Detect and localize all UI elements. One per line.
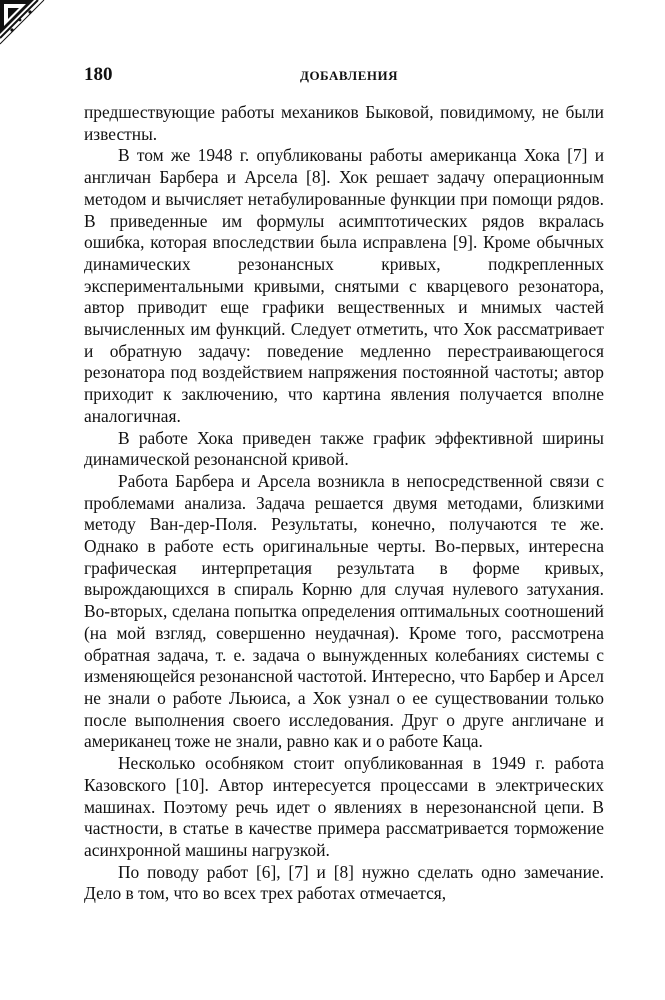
paragraph-barber-arsel: Работа Барбера и Арсела возникла в непосредственной связи с проблемами анализа. Задача решается двумя методами, близкими методу Ван-дер-Поля. Результаты, конечно, получаются те же. Однако в работе есть оригинальные черты. Во-первых, интересна графическая интерпретация результата в форме кривых, вырождающихся в спираль Корню для случая нулевого затухания. Во-вторых, сделана попытка определения оптимальных соотношений (на мой взгляд, совершенно неудачная). Кроме того, рассмотрена обратная задача, т. е. задача о вынужденных колебаниях системы с изменяющейся резонансной частотой. Интересно, что Барбер и Арсел не знали о работе Льюиса, а Хок узнал о ее существовании только после выполнения своего исследования. Друг о друге англичане и американец тоже не знали, равно как и о работе Каца. [84, 470, 604, 752]
page-number: 180 [84, 64, 113, 85]
running-title: ДОБАВЛЕНИЯ [300, 68, 399, 83]
paragraph-continuation: предшествующие работы механиков Быковой, повидимому, не были известны. [84, 102, 604, 144]
paragraph-hock-barber: В том же 1948 г. опубликованы работы американца Хока [7] и англичан Барбера и Арсела [8]. Хок решает задачу операционным методом и вычисляет нетабулированные функции при помощи рядов. В приведенные им формулы асимптотических рядов вкралась ошибка, которая впоследствии была исправлена [9]. Кроме обычных динамических резонансных кривых, подкрепленных экспериментальными кривыми, снятыми с кварцевого резонатора, автор приводит еще графики вещественных и мнимых частей вычисленных им функций. Следует отметить, что Хок рассматривает и обратную задачу: поведение медленно перестраивающегося резонатора под воздействием напряжения постоянной частоты; автор приходит к заключению, что картина явления получается вполне аналогичная. [84, 145, 604, 426]
paragraph-remark: По поводу работ [6], [7] и [8] нужно сделать одно замечание. Дело в том, что во всех трех работах отмечается, [84, 861, 604, 904]
body-text [84, 102, 604, 905]
paragraph-hock-width: В работе Хока приведен также график эффективной ширины динамической резонансной кривой. [84, 427, 604, 470]
corner-ornament-icon [0, 0, 50, 50]
paragraph-kazovsky: Несколько особняком стоит опубликованная в 1949 г. работа Казовского [10]. Автор интересуется процессами в электрических машинах. Поэтому речь идет о явлениях в нерезонансной цепи. В частности, в статье в качестве примера рассматривается торможение асинхронной машины нагрузкой. [84, 753, 604, 860]
